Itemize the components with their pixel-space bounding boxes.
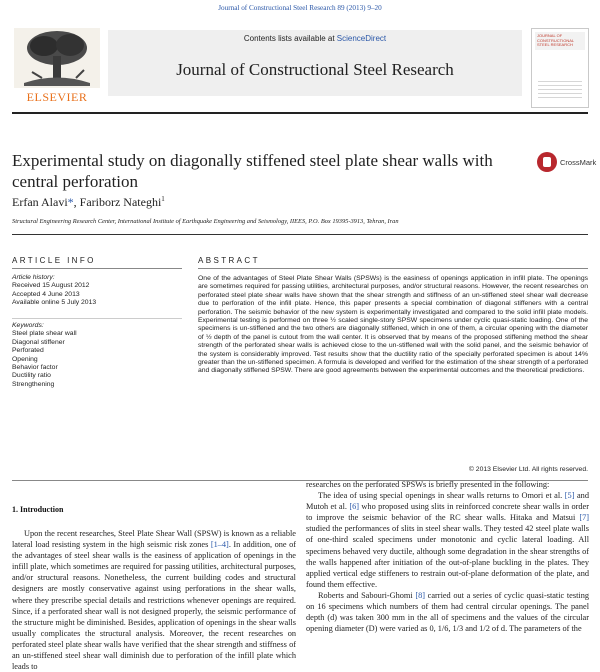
corresponding-author-mark[interactable]: * bbox=[67, 195, 74, 209]
article-history bbox=[12, 274, 182, 308]
paragraph-text: and Mutoh et al. bbox=[306, 491, 589, 512]
citation-link[interactable]: [8] bbox=[415, 590, 426, 600]
article-title: Experimental study on diagonally stiffened steel plate shear walls with central perforation bbox=[12, 151, 493, 191]
paragraph-text: . In addition, one of the advantages of steel shear walls is the easiness of application of openings in the infill plate, which sometimes are required for passing utilities, architectural purposes, and/or structural reasons. Nonetheless, the current building codes and structural designers are mostly conservative against using perforations in the shear walls, where they prescribe special details and restrictions whenever openings are required. Since, if a perforated shear wall is not designed properly, the seismic performance of the structure might be diminished. Besides, application of openings in the shear walls usually complicates the structural analysis. Moreover, the recent researches on perforated steel plate shear walls have verified that the shear strength and stiffness of an un-stiffened steel shear wall diminish due to perforation of the infill plate which leads to bbox=[12, 540, 296, 672]
abstract-heading: ABSTRACT bbox=[198, 256, 260, 265]
abstract-text: One of the advantages of Steel Plate Shear Walls (SPSWs) is the easiness of openings application in infill plate. The openings are sometimes required for passing utilities, architectural purposes, and/or structural reasons. However, the recent researches on perforated steel plate shear walls have shown that the shear strength and stiffness of an un-stiffened steel shear wall decrease due to perforation of the infill plate. Hence, this paper presents a special combination of diagonal stiffeners with a central perforation. The seismic behavior of the new system is experimentally investigated and compared to the solid infill plate models. Experimental testing is performed on three ½ scaled single-story SPSW specimens under cyclic quasi-static loading. One of the specimens is un-stiffened and the two others are diagonally stiffened, which in one of them, a circular opening with the diameter of ½ depth of the panel is cutout from the wall center. It is observed that by means of the proposed stiffening method the shear strength of the perforated shear walls is achieved close to the un-stiffened wall with the solid panel, and the seismic behavior of the system is considerably improved. Test results show that the ductility ratio of the specially perforated specimen is about 14% greater than the un-stiffened specimen. A formula is developed and verified for the estimation of the shear strength of a perforated and diagonally stiffened SPSW. There are good agreements between the experimental outcomes and the theoretical predictions. bbox=[198, 275, 588, 375]
section-heading-introduction: 1. Introduction bbox=[12, 505, 64, 514]
author-1[interactable]: Erfan Alavi bbox=[12, 195, 68, 209]
keywords-heading: Keywords: bbox=[12, 322, 44, 329]
contents-prefix: Contents lists available at bbox=[243, 34, 337, 43]
paragraph-text: studied the performances of slits in steel shear walls. They tested 42 steel plate walls of one-third scaled specimens under monotonic and cyclic lateral loading. All specimens behaved very ductile, although some degradation in the shear strengths of the walls happened after initiation of the out-of-plane buckling in the plates. They applied vertical edge stiffeners to restrain out-of-plane deformation of the plate, and found them effective. bbox=[306, 524, 589, 589]
paragraph bbox=[306, 590, 589, 634]
author-2-footnote[interactable]: 1 bbox=[161, 195, 165, 203]
journal-cover-thumbnail[interactable] bbox=[531, 28, 589, 108]
crossmark-badge[interactable] bbox=[537, 152, 597, 174]
abstract-rule bbox=[198, 268, 588, 269]
contents-line bbox=[108, 34, 522, 43]
author-list bbox=[12, 195, 165, 210]
elsevier-tree-logo-icon bbox=[14, 28, 100, 88]
citation-link[interactable]: [7] bbox=[579, 513, 589, 523]
paragraph-text: Roberts and Sabouri-Ghomi bbox=[318, 590, 416, 600]
paragraph bbox=[306, 490, 589, 590]
article-info-heading: ARTICLE INFO bbox=[12, 256, 96, 265]
keyword-item: Opening bbox=[12, 355, 38, 363]
keyword-item: Strengthening bbox=[12, 380, 55, 388]
cover-lines bbox=[538, 81, 582, 101]
keyword-item: Behavior factor bbox=[12, 364, 58, 372]
paragraph-text: The idea of using special openings in shear walls returns to Omori et al. bbox=[318, 491, 565, 501]
elsevier-wordmark: ELSEVIER bbox=[26, 90, 88, 104]
citation-link[interactable]: [1–4] bbox=[210, 540, 229, 550]
header-rule bbox=[12, 112, 588, 114]
sciencedirect-link[interactable]: ScienceDirect bbox=[336, 34, 387, 43]
keyword-item: Diagonal stiffener bbox=[12, 338, 65, 346]
history-online: Available online 5 July 2013 bbox=[12, 299, 97, 307]
journal-citation[interactable]: Journal of Constructional Steel Research 89 (2013) 9–20 bbox=[218, 4, 382, 12]
paragraph-text: carried out a series of cyclic quasi-static testing on 16 specimens which numbers of them had central circular openings. The panel depth (d) was taken 300 mm in the all of specimens and the values of the circular opening diameter (D) were varied as 0, 1/6, 1/3 and 1/2 of d. The parameters of the bbox=[306, 590, 589, 634]
copyright-notice: © 2013 Elsevier Ltd. All rights reserved. bbox=[468, 466, 588, 473]
history-accepted: Accepted 4 June 2013 bbox=[12, 290, 80, 298]
paragraph: researches on the perforated SPSWs is briefly presented in the following: bbox=[306, 480, 550, 489]
keyword-item: Perforated bbox=[12, 347, 44, 355]
paragraph-text: Upon the recent researches, Steel Plate Shear Wall (SPSW) is known as a reliable lateral load resisting system in the high seismic risk zones bbox=[12, 529, 296, 550]
crossmark-icon bbox=[537, 152, 557, 172]
citation-link[interactable]: [6] bbox=[349, 502, 360, 512]
crossmark-label: CrossMark bbox=[560, 158, 597, 167]
history-heading: Article history: bbox=[12, 274, 55, 281]
body-column-right bbox=[306, 479, 589, 634]
cover-title: JOURNAL OF CONSTRUCTIONAL STEEL RESEARCH bbox=[537, 33, 574, 47]
keyword-item: Steel plate shear wall bbox=[12, 330, 77, 338]
affiliation: Structural Engineering Research Center, International Institute of Earthquake Engineering and Seismology, IIEES, P.O. Box 19395-3913, Tehran, Iran bbox=[12, 218, 399, 225]
paragraph bbox=[12, 528, 296, 672]
paragraph-text: who proposed using slits in reinforced concrete shear walls in order to improve the seismic behavior of the RC shear walls. Hitaka and Matsui bbox=[306, 502, 589, 523]
keywords-list bbox=[12, 322, 182, 389]
history-received: Received 15 August 2012 bbox=[12, 282, 90, 290]
article-info-rule bbox=[12, 268, 182, 269]
keyword-item: Ductility ratio bbox=[12, 372, 51, 380]
journal-title[interactable]: Journal of Constructional Steel Research bbox=[176, 60, 454, 79]
author-2[interactable]: , Fariborz Nateghi bbox=[73, 195, 162, 209]
citation-link[interactable]: [5] bbox=[564, 491, 575, 501]
affiliation-rule bbox=[12, 234, 588, 235]
keywords-rule bbox=[12, 318, 182, 319]
body-column-left bbox=[12, 528, 296, 672]
